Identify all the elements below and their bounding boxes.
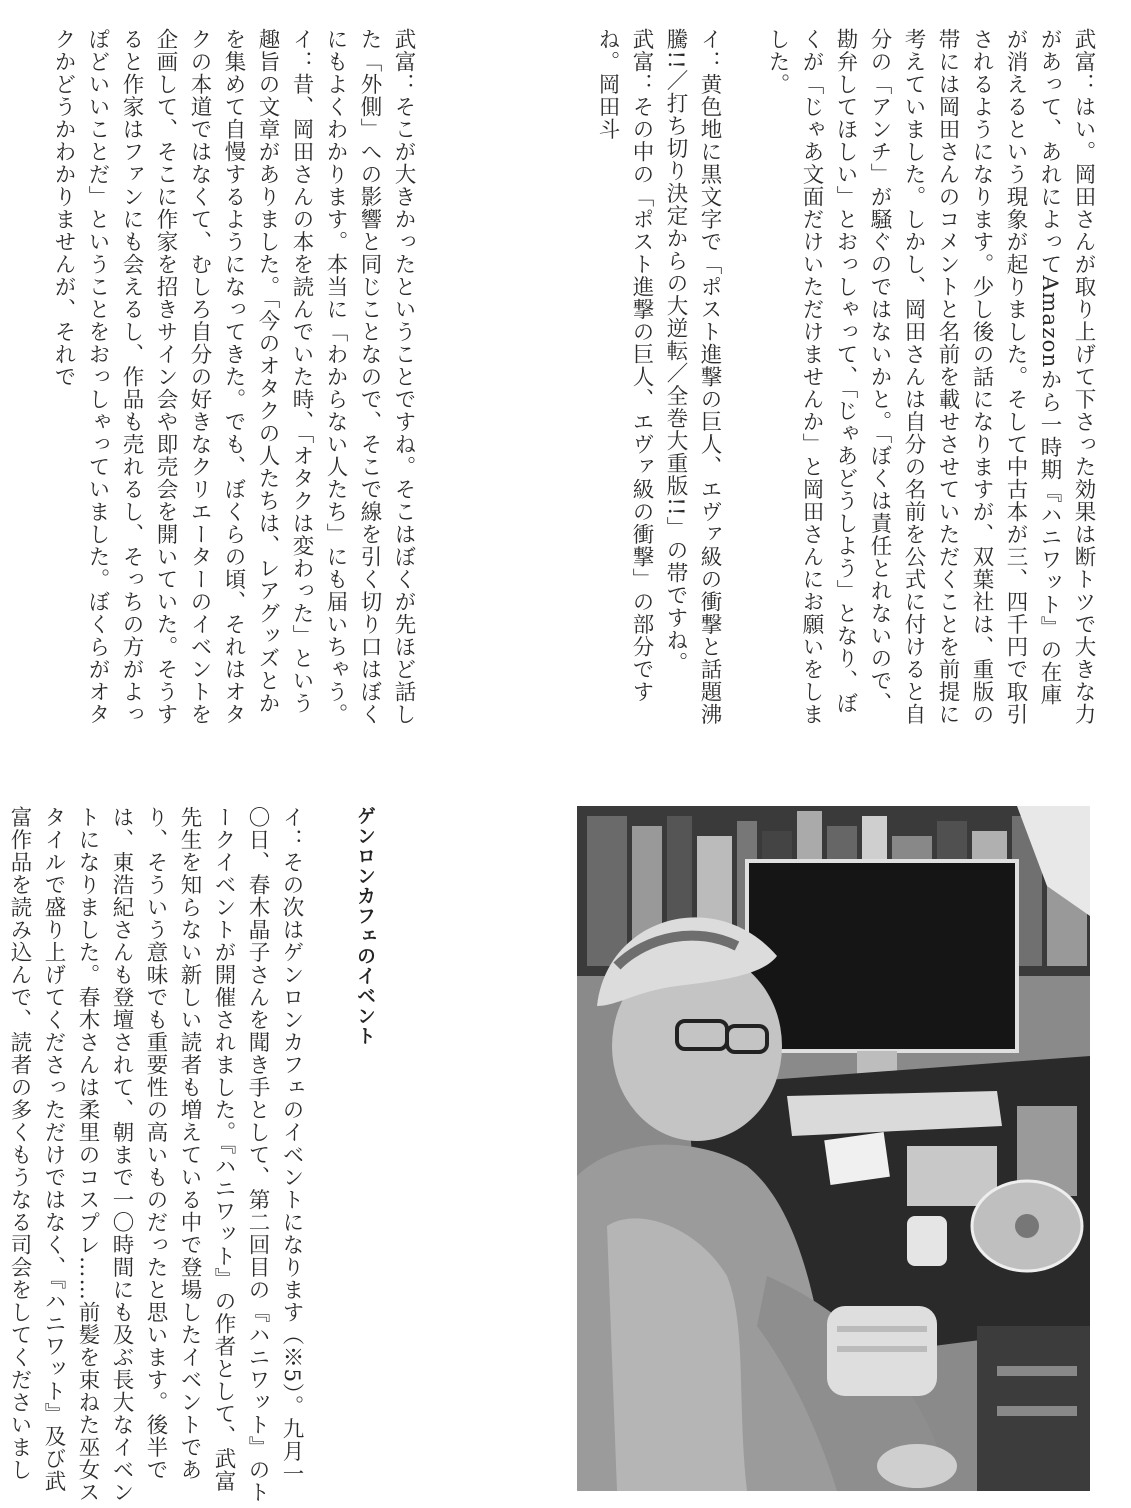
paragraph-spacer [726, 28, 760, 728]
section-heading: ゲンロンカフェのイベント [354, 806, 376, 1046]
paragraph: 武富：はい。岡田さんが取り上げて下さった効果は断トツで大きな力があって、あれによってAmazonから一時期『ハニワット』の在庫が消えるという現象が起りました。そして中古本が三、四千円で取引されるようになります。少し後の話になりますが、双葉社は、重版の帯には岡田さんのコメントと名前を載せさせていただくことを前提に考えていました。しかし、岡田さんは自分の名前を公式に付けると自分の「アンチ」が騒ぐのではないかと。「ぼくは責任とれないので、勘弁してほしい」とおっしゃって、「じゃあどうしよう」となり、ぼくが「じゃあ文面だけいただけませんか」と岡田さんにお願いをしました。 [765, 28, 1096, 726]
paragraph: 武富：そこが大きかったということですね。そこはぼくが先ほど話した「外側」への影響と同じことなので、そこで線を引く切り口はぼくにもよくわかります。本当に「わからない人たち」にも届いちゃう。 [323, 28, 416, 726]
paragraph: イ：昔、岡田さんの本を読んでいた時、「オタクは変わった」という趣旨の文章がありました。「今のオタクの人たちは、レアグッズとかを集めて自慢するようになってきた。でも、ぼくらの頃、それはオタクの本道ではなくて、むしろ自分の好きなクリエーターのイベントを企画して、そこに作家を招きサイン会や即売会を開いていた。そうすると作家はファンにも会えるし、作品も売れるし、そっちの方がよっぽどいいことだ」ということをおっしゃっていました。ぼくらがオタクかどうかわかりませんが、それで [51, 28, 314, 726]
paragraph: イ：黄色地に黒文字で「ポスト進撃の巨人、エヴァ級の衝撃と話題沸騰!!／打ち切り決定からの大逆転／全巻大重版!!」の帯ですね。 [663, 28, 722, 726]
upper-text-column [0, 28, 1100, 728]
paragraph-spacer [420, 28, 590, 728]
paragraph: イ：その次はゲンロンカフェのイベントになります（※5）。九月一〇日、春木晶子さんを聞き手として、第二回目の『ハニワット』のトークイベントが開催されました。『ハニワット』の作者として、武富先生を知らない新しい読者も増えている中で登場したイベントであり、そういう意味でも重要性の高いものだったと思います。後半では、東浩紀さんも登壇されて、朝まで一〇時間にも及ぶ長大なイベントになりました。春木さんは柔里のコスプレ……前髪を束ねた巫女スタイルで盛り上げてくださっただけではなく、『ハニワット』及び武富作品を読み込んで、読者の多くもうなる司会をしてくださいまし [7, 806, 304, 1504]
photo-man-at-desk [577, 806, 1090, 1491]
paragraph: 武富：その中の「ポスト進撃の巨人、エヴァ級の衝撃」の部分ですね。岡田斗 [595, 28, 654, 703]
lower-text-column [0, 806, 308, 1506]
